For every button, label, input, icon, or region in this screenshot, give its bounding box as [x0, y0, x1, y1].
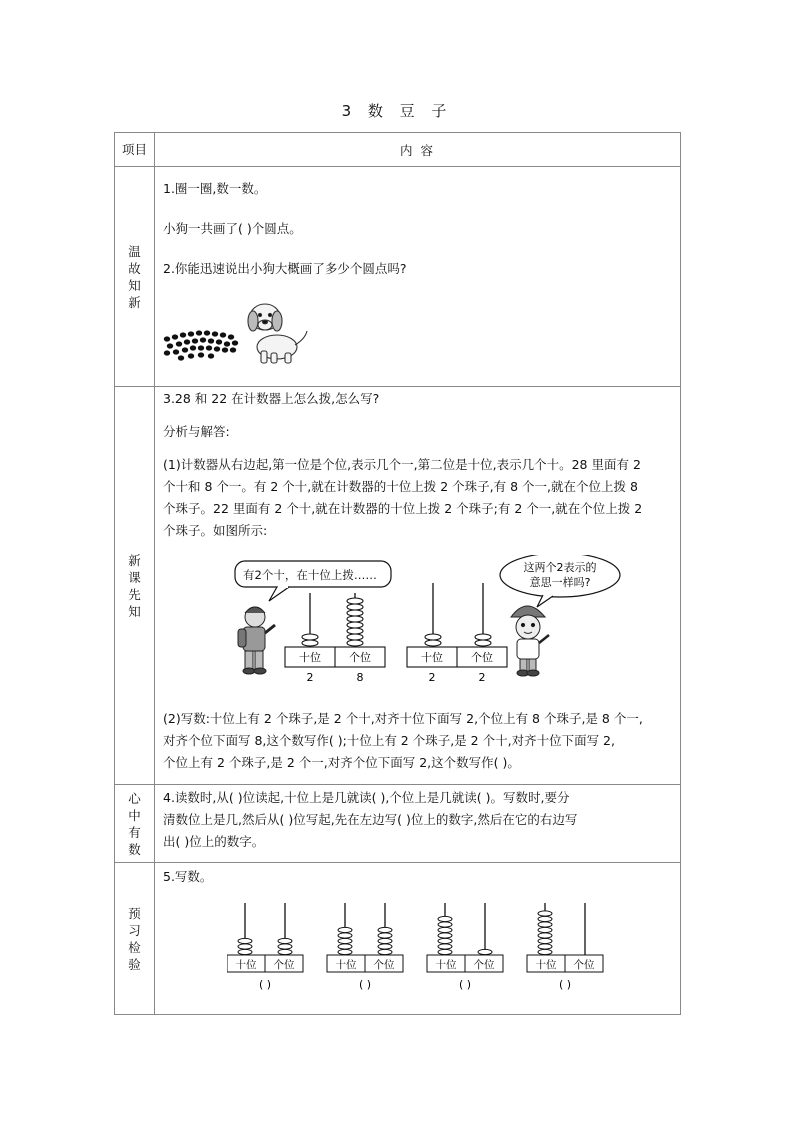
ones-label: 个位: [473, 959, 495, 971]
tens-bead: [338, 927, 352, 932]
row-label-newlesson: 新课先知: [115, 387, 155, 785]
question-4-line-1: 4.读数时,从( )位读起,十位上是几就读( ),个位上是几就读( )。写数时,要分: [163, 790, 570, 805]
tens-bead: [238, 944, 252, 949]
abacus-22-tens-beads: [425, 634, 441, 646]
analysis-heading: 分析与解答:: [163, 424, 230, 439]
row-mind: [115, 785, 681, 863]
tens-bead: [338, 949, 352, 954]
row-warmup: [115, 167, 681, 387]
tens-bead: [238, 938, 252, 943]
tens-label: 十位: [235, 959, 257, 971]
paragraph-2-line-3: 个位上有 2 个珠子,是 2 个一,对齐个位下面写 2,这个数写作( )。: [163, 755, 520, 770]
dots-figure: [161, 295, 321, 365]
paragraph-1-line-1: (1)计数器从右边起,第一位是个位,表示几个一,第二位是十位,表示几个十。28 里面有 2: [163, 457, 641, 472]
ones-bead: [378, 933, 392, 938]
tens-bead: [438, 916, 452, 921]
girl-illustration: [511, 606, 549, 676]
dog-illustration: [248, 304, 307, 363]
paragraph-1-line-3: 个珠子。22 里面有 2 个十,就在计数器的十位上拨 2 个珠子;有 2 个一,就在个位上拨 2: [163, 501, 643, 516]
dots-and-dog-figure: [161, 295, 321, 368]
abacus-22-tens-label: 十位: [421, 651, 443, 664]
abacus-22-ones-beads: [475, 634, 491, 646]
tens-label: 十位: [435, 959, 457, 971]
header-row: [115, 133, 681, 167]
tens-bead: [538, 938, 552, 943]
tens-bead: [538, 911, 552, 916]
ones-bead: [378, 927, 392, 932]
tens-bead: [538, 916, 552, 921]
answer-blank[interactable]: ( ): [258, 978, 272, 991]
abacus-22: [407, 583, 507, 684]
boy-illustration: [238, 607, 275, 674]
tens-bead: [538, 933, 552, 938]
tens-bead: [238, 949, 252, 954]
page-title: 3 数 豆 子: [341, 102, 453, 120]
row-content-mind: [155, 785, 681, 863]
tens-bead: [538, 927, 552, 932]
paragraph-1-line-4: 个珠子。如图所示:: [163, 523, 268, 538]
dots-cluster: [164, 330, 238, 360]
tens-bead: [438, 922, 452, 927]
abacus-illustration: [215, 555, 655, 698]
bubble-right-line-1: 这两个2表示的: [523, 561, 597, 574]
tens-bead: [438, 944, 452, 949]
row-preview: [115, 863, 681, 1015]
practice-abacus-4: [527, 903, 603, 991]
tens-bead: [338, 944, 352, 949]
practice-abacus-3: [427, 903, 503, 991]
question-4-line-2: 清数位上是几,然后从( )位写起,先在左边写( )位上的数字,然后在它的右边写: [163, 812, 578, 827]
abacus-28-tens-beads: [302, 634, 318, 646]
answer-blank[interactable]: ( ): [558, 978, 572, 991]
question-5: 5.写数。: [163, 869, 213, 884]
tens-bead: [438, 949, 452, 954]
tens-bead: [538, 944, 552, 949]
ones-label: 个位: [273, 959, 295, 971]
ones-bead: [278, 938, 292, 943]
ones-bead: [478, 949, 492, 954]
abacus-28: [285, 593, 385, 684]
ones-bead: [378, 938, 392, 943]
paragraph-2-line-2: 对齐个位下面写 8,这个数写作( );十位上有 2 个珠子,是 2 个十,对齐十位下面写 2,: [163, 733, 615, 748]
tens-bead: [538, 922, 552, 927]
row-content-warmup: [155, 167, 681, 387]
question-1: 1.圈一圈,数一数。: [163, 181, 267, 196]
tens-bead: [338, 938, 352, 943]
tens-bead: [438, 933, 452, 938]
question-4-line-3: 出( )位上的数字。: [163, 834, 265, 849]
header-col-content: 内 容: [155, 133, 681, 167]
abacus-28-ones-label: 个位: [349, 651, 371, 664]
ones-bead: [278, 944, 292, 949]
ones-bead: [278, 949, 292, 954]
row-label-preview: 预习检验: [115, 863, 155, 1015]
row-content-newlesson: [155, 387, 681, 785]
answer-blank[interactable]: ( ): [358, 978, 372, 991]
practice-abacus-1: [227, 903, 303, 991]
row-newlesson: [115, 387, 681, 785]
paragraph-1-line-2: 个十和 8 个一。有 2 个十,就在计数器的十位上拨 2 个珠子,有 8 个一,就在个位上拨 8: [163, 479, 638, 494]
speech-bubble-left: [235, 561, 391, 601]
ones-bead: [378, 949, 392, 954]
abacus-22-ones-label: 个位: [471, 651, 493, 664]
bubble-right-line-2: 意思一样吗?: [529, 576, 591, 589]
abacus-22-ones-value: 2: [478, 671, 486, 684]
tens-bead: [438, 927, 452, 932]
abacus-22-tens-value: 2: [428, 671, 436, 684]
tens-bead: [538, 949, 552, 954]
tens-bead: [338, 933, 352, 938]
abacus-28-tens-label: 十位: [299, 651, 321, 664]
abacus-28-ones-beads: [347, 598, 363, 646]
speech-bubble-right: [500, 555, 620, 607]
abacus-28-ones-value: 8: [356, 671, 364, 684]
answer-blank[interactable]: ( ): [458, 978, 472, 991]
header-col-item: 项目: [115, 133, 155, 167]
abacus-28-tens-value: 2: [306, 671, 314, 684]
lesson-table: [114, 132, 681, 1015]
row-label-mind: 心中有数: [115, 785, 155, 863]
tens-bead: [438, 938, 452, 943]
ones-bead: [378, 944, 392, 949]
row-label-warmup: 温故知新: [115, 167, 155, 387]
question-1-answer: 小狗一共画了( )个圆点。: [163, 221, 302, 236]
practice-abacus-2: [327, 903, 403, 991]
tens-label: 十位: [535, 959, 557, 971]
ones-label: 个位: [573, 959, 595, 971]
paragraph-2-line-1: (2)写数:十位上有 2 个珠子,是 2 个十,对齐十位下面写 2,个位上有 8 个珠子,是 8 个一,: [163, 711, 643, 726]
tens-label: 十位: [335, 959, 357, 971]
question-2: 2.你能迅速说出小狗大概画了多少个圆点吗?: [163, 261, 407, 276]
bubble-left-text: 有2个十，在十位上拨……: [243, 568, 377, 582]
row-content-preview: [155, 863, 681, 1015]
question-3: 3.28 和 22 在计数器上怎么拨,怎么写?: [163, 391, 380, 406]
ones-label: 个位: [373, 959, 395, 971]
practice-abaci: [227, 899, 627, 1002]
